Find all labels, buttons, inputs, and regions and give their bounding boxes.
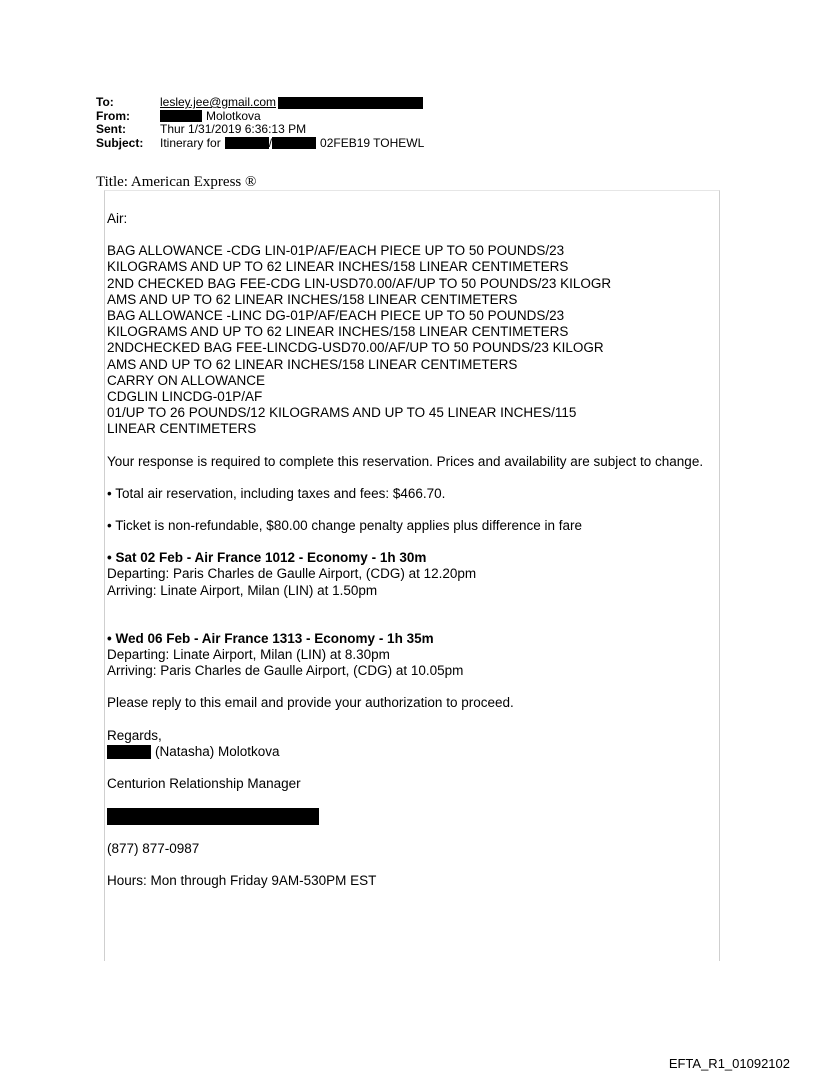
baggage-line: BAG ALLOWANCE -CDG LIN-01P/AF/EACH PIECE UP TO 50 POUNDS/23 [107, 243, 565, 259]
redaction-block [225, 137, 269, 149]
flight-1-heading: • Sat 02 Feb - Air France 1012 - Economy - 1h 30m [107, 550, 427, 566]
redaction-block [272, 137, 316, 149]
from-value: Molotkova [206, 108, 261, 123]
sent-value: Thur 1/31/2019 6:36:13 PM [160, 122, 307, 136]
flight-2-arrive: Arriving: Paris Charles de Gaulle Airport, (CDG) at 10.05pm [107, 663, 464, 679]
signature-name: (Natasha) Molotkova [155, 743, 280, 759]
response-notice: Your response is required to complete this reservation. Prices and availability are subject to change. [107, 453, 704, 469]
sent-row [96, 123, 424, 137]
baggage-line: KILOGRAMS AND UP TO 62 LINEAR INCHES/158 LINEAR CENTIMETERS [107, 259, 569, 275]
to-row [96, 96, 424, 110]
to-label: To: [96, 95, 114, 109]
to-email-link[interactable]: lesley.jee@gmail.com [160, 95, 276, 109]
subject-row [96, 137, 424, 151]
redaction-block [160, 110, 202, 122]
flight-1-arrive: Arriving: Linate Airport, Milan (LIN) at 1.50pm [107, 582, 378, 598]
redaction-block [278, 97, 423, 109]
flight-2-depart: Departing: Linate Airport, Milan (LIN) at 8.30pm [107, 647, 390, 663]
flight-1-depart: Departing: Paris Charles de Gaulle Airport, (CDG) at 12.20pm [107, 566, 477, 582]
phone-number: (877) 877-0987 [107, 841, 200, 857]
email-header [96, 96, 424, 150]
sent-label: Sent: [96, 122, 126, 136]
baggage-line: 2NDCHECKED BAG FEE-LINCDG-USD70.00/AF/UP TO 50 POUNDS/23 KILOGR [107, 340, 604, 356]
from-row [96, 110, 424, 124]
regards: Regards, [107, 727, 162, 743]
baggage-line: AMS AND UP TO 62 LINEAR INCHES/158 LINEAR CENTIMETERS [107, 356, 518, 372]
reply-request: Please reply to this email and provide your authorization to proceed. [107, 695, 514, 711]
redaction-block [107, 745, 151, 759]
subject-value-post: 02FEB19 TOHEWL [320, 135, 425, 150]
subject-slash: / [268, 135, 273, 150]
baggage-line: KILOGRAMS AND UP TO 62 LINEAR INCHES/158 LINEAR CENTIMETERS [107, 324, 569, 340]
baggage-line: AMS AND UP TO 62 LINEAR INCHES/158 LINEAR CENTIMETERS [107, 291, 518, 307]
air-label: Air: [107, 211, 128, 226]
email-title: Title: American Express ® [96, 174, 257, 190]
document-id: EFTA_R1_01092102 [668, 1056, 790, 1071]
baggage-line: 01/UP TO 26 POUNDS/12 KILOGRAMS AND UP TO 45 LINEAR INCHES/115 [107, 405, 577, 421]
baggage-line: CARRY ON ALLOWANCE [107, 372, 266, 388]
redaction-block [107, 808, 319, 825]
baggage-line: CDGLIN LINCDG-01P/AF [107, 389, 263, 405]
baggage-line: 2ND CHECKED BAG FEE-CDG LIN-USD70.00/AF/UP TO 50 POUNDS/23 KILOGR [107, 275, 612, 291]
from-label: From: [96, 108, 130, 123]
subject-value-pre: Itinerary for [160, 135, 221, 150]
baggage-line: LINEAR CENTIMETERS [107, 421, 257, 437]
office-hours: Hours: Mon through Friday 9AM-530PM EST [107, 873, 377, 889]
total-line: • Total air reservation, including taxes and fees: $466.70. [107, 485, 446, 501]
signature-role: Centurion Relationship Manager [107, 776, 301, 792]
message-body [107, 211, 707, 890]
ticket-line: • Ticket is non-refundable, $80.00 change penalty applies plus difference in fare [107, 518, 583, 534]
flight-2-heading: • Wed 06 Feb - Air France 1313 - Economy - 1h 35m [107, 630, 434, 646]
baggage-line: BAG ALLOWANCE -LINC DG-01P/AF/EACH PIECE UP TO 50 POUNDS/23 [107, 308, 565, 324]
subject-label: Subject: [96, 135, 144, 150]
